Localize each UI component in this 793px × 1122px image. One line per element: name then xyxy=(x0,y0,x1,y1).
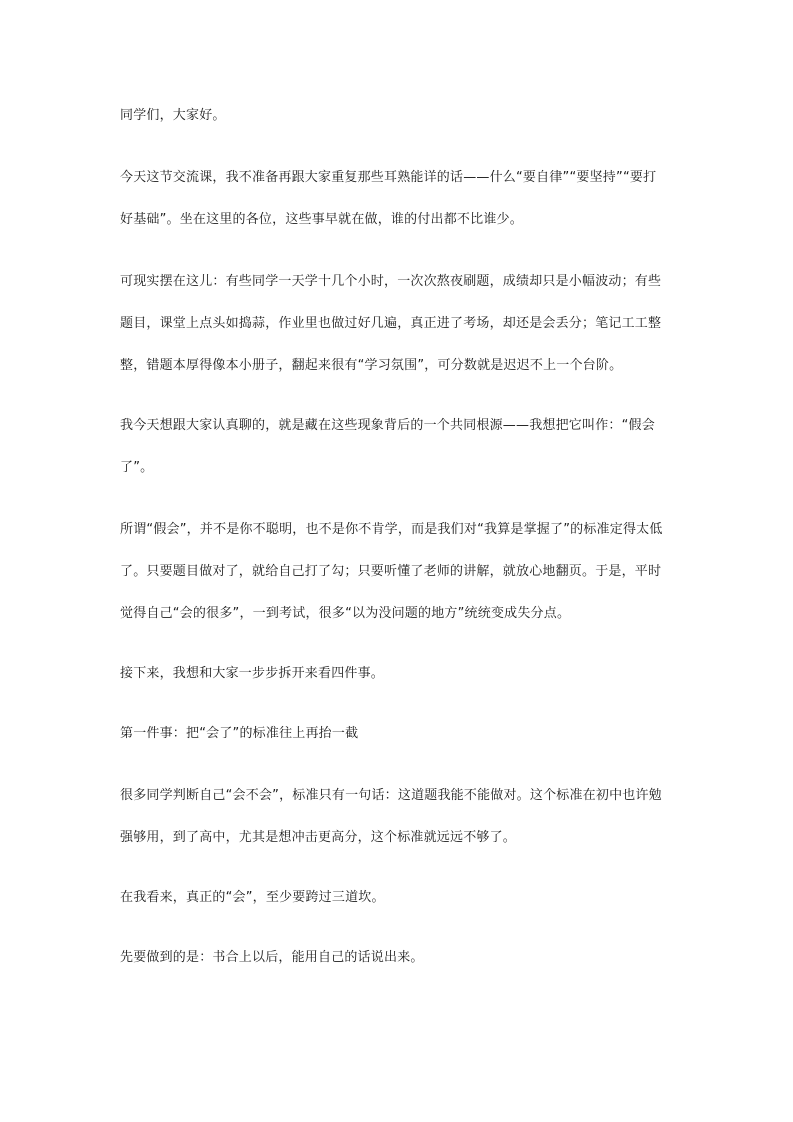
greeting-line: 同学们，大家好。 xyxy=(120,108,226,123)
paragraph-6-line-1: 很多同学判断自己“会不会”，标准只有一句话：这道题我能不能做对。这个标准在初中也许勉 xyxy=(120,788,662,803)
paragraph-8-line-1: 先要做到的是：书合上以后，能用自己的话说出来。 xyxy=(120,950,424,965)
paragraph-2-line-2: 题目，课堂上点头如捣蒜，作业里也做过好几遍，真正进了考场，却还是会丢分；笔记工工整 xyxy=(120,316,662,331)
paragraph-7-line-1: 在我看来，真正的“会”，至少要跨过三道坎。 xyxy=(120,890,385,905)
paragraph-2-line-3: 整，错题本厚得像本小册子，翻起来很有“学习氛围”，可分数就是迟迟不上一个台阶。 xyxy=(120,358,623,373)
paragraph-6-line-2: 强够用，到了高中，尤其是想冲击更高分，这个标准就远远不够了。 xyxy=(120,830,517,845)
section-heading: 第一件事：把“会了”的标准往上再抬一截 xyxy=(120,726,359,741)
paragraph-1-line-2: 好基础”。坐在这里的各位，这些事早就在做，谁的付出都不比谁少。 xyxy=(120,212,523,227)
paragraph-2-line-1: 可现实摆在这儿：有些同学一天学十几个小时，一次次熬夜刷题，成绩却只是小幅波动；有些 xyxy=(120,274,662,289)
paragraph-4-line-2: 了。只要题目做对了，就给自己打了勾；只要听懂了老师的讲解，就放心地翻页。于是，平时 xyxy=(120,564,662,579)
paragraph-1-line-1: 今天这节交流课，我不准备再跟大家重复那些耳熟能详的话——什么“要自律”“要坚持”“要打 xyxy=(120,170,657,185)
paragraph-4-line-3: 觉得自己“会的很多”，一到考试，很多“以为没问题的地方”统统变成失分点。 xyxy=(120,606,571,621)
paragraph-3-line-1: 我今天想跟大家认真聊的，就是藏在这些现象背后的一个共同根源——我想把它叫作：“假会 xyxy=(120,418,655,433)
paragraph-4-line-1: 所谓“假会”，并不是你不聪明，也不是你不肯学，而是我们对“我算是掌握了”的标准定得太低 xyxy=(120,522,663,537)
paragraph-3-line-2: 了”。 xyxy=(120,460,154,475)
paragraph-5-line-1: 接下来，我想和大家一步步拆开来看四件事。 xyxy=(120,666,385,681)
